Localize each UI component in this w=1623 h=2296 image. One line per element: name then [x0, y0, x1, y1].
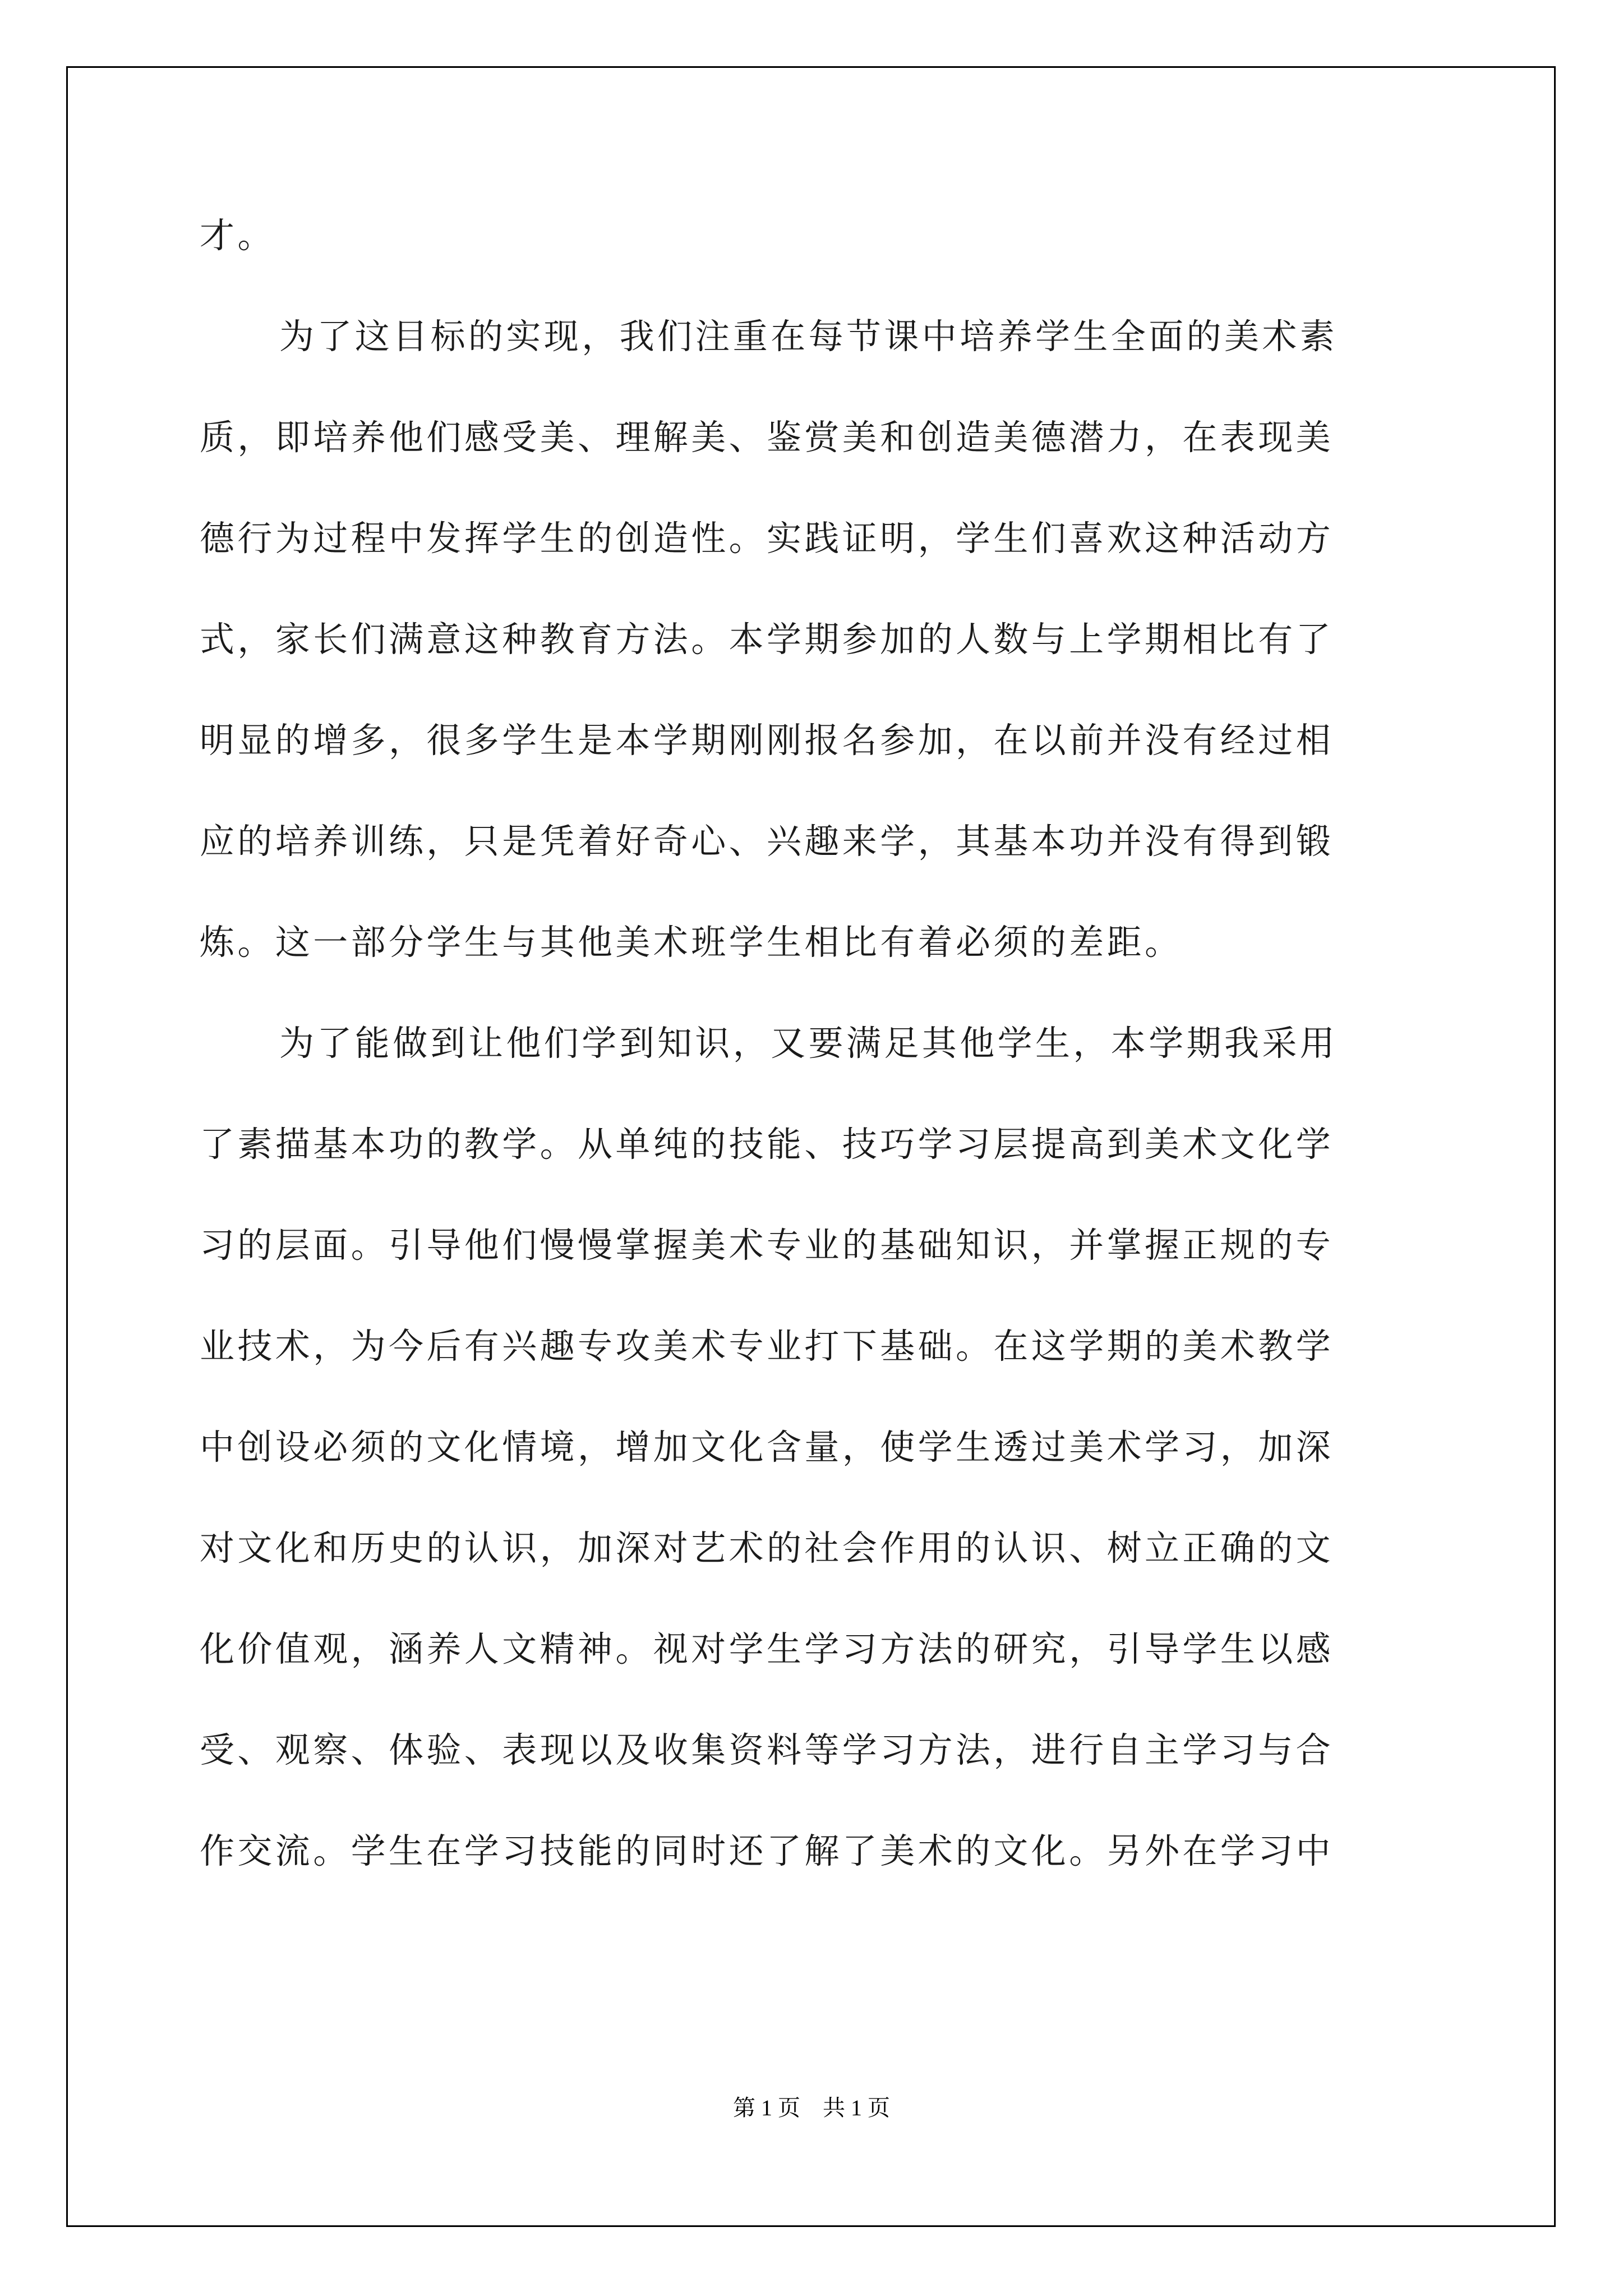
- text-line: 受、观察、体验、表现以及收集资料等学习方法，进行自主学习与合: [200, 1729, 1334, 1770]
- text-line: 对文化和历史的认识，加深对艺术的社会作用的认识、树立正确的文: [200, 1527, 1334, 1568]
- text-line: 中创设必须的文化情境，增加文化含量，使学生透过美术学习，加深: [200, 1427, 1334, 1467]
- text-line: 明显的增多，很多学生是本学期刚刚报名参加，在以前并没有经过相: [200, 720, 1334, 761]
- page-number: 第 1 页 共 1 页: [733, 2095, 890, 2120]
- text-line: 了素描基本功的教学。从单纯的技能、技巧学习层提高到美术文化学: [200, 1124, 1334, 1165]
- text-line: 式，家长们满意这种教育方法。本学期参加的人数与上学期相比有了: [200, 619, 1334, 660]
- text-line: 化价值观，涵养人文精神。视对学生学习方法的研究，引导学生以感: [200, 1628, 1334, 1669]
- text-line: 德行为过程中发挥学生的创造性。实践证明，学生们喜欢这种活动方: [200, 518, 1334, 559]
- text-line: 应的培养训练，只是凭着好奇心、兴趣来学，其基本功并没有得到锻: [200, 821, 1334, 862]
- text-line: 为了能做到让他们学到知识，又要满足其他学生，本学期我采用: [279, 1023, 1338, 1064]
- text-line: 业技术，为今后有兴趣专攻美术专业打下基础。在这学期的美术教学: [200, 1326, 1334, 1366]
- document-body: [200, 185, 1422, 1902]
- text-line: 才。: [200, 215, 275, 256]
- text-line: 作交流。学生在学习技能的同时还了解了美术的文化。另外在学习中: [200, 1830, 1334, 1871]
- text-line: 为了这目标的实现，我们注重在每节课中培养学生全面的美术素: [279, 316, 1338, 357]
- text-line: 质，即培养他们感受美、理解美、鉴赏美和创造美德潜力，在表现美: [200, 417, 1334, 458]
- text-line: 炼。这一部分学生与其他美术班学生相比有着必须的差距。: [200, 922, 1183, 963]
- text-line: 习的层面。引导他们慢慢掌握美术专业的基础知识，并掌握正规的专: [200, 1225, 1334, 1266]
